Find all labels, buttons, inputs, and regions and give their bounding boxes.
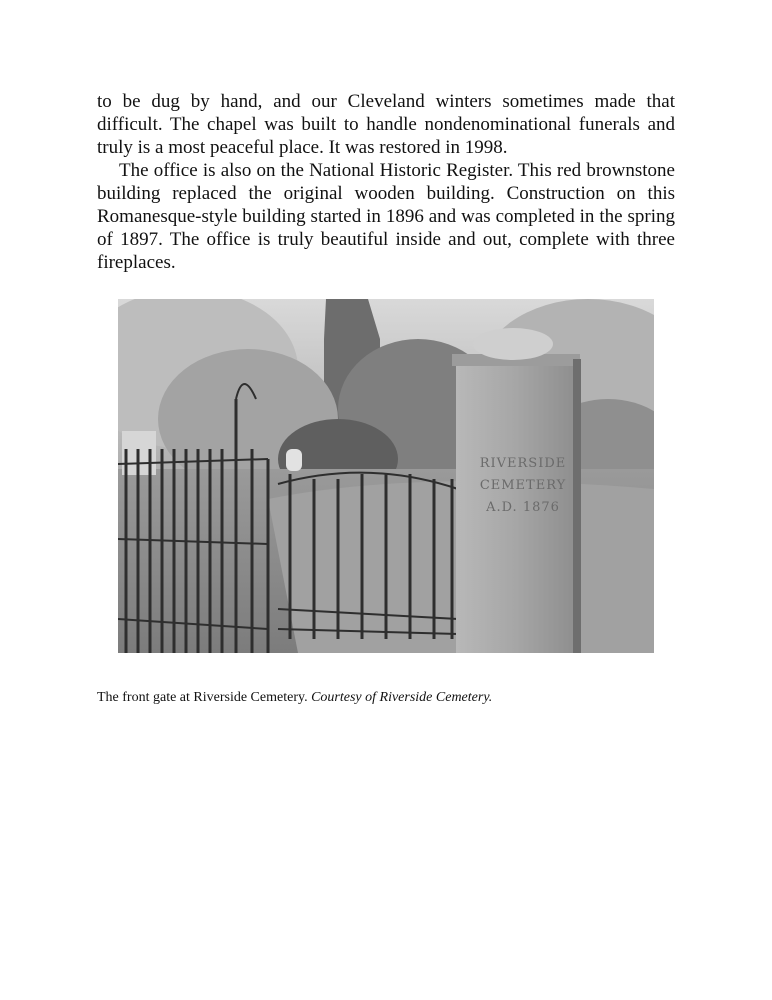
pillar-inscription-line3: A.D. 1876: [486, 500, 560, 515]
caption-credit: Courtesy of Riverside Cemetery.: [311, 690, 493, 705]
paragraph-2: The office is also on the National Historic Register. This red brownstone building replaced the original wooden building. Construction on this Romanesque-style building started in 1896 and was completed in the spring of 1897. The office is truly beautiful inside and out, complete with three fireplaces.: [97, 160, 675, 273]
caption-text: The front gate at Riverside Cemetery.: [97, 690, 308, 705]
photo-caption: [97, 689, 697, 707]
body-text: [97, 90, 675, 274]
pillar-inscription-line1: RIVERSIDE: [479, 456, 567, 471]
paragraph-1: to be dug by hand, and our Cleveland winters sometimes made that difficult. The chapel was built to handle nondenominational funerals and truly is a most peaceful place. It was restored in 1998.: [97, 91, 675, 158]
pillar-inscription-line2: CEMETERY: [479, 478, 567, 493]
cemetery-gate-photo: [118, 299, 654, 653]
